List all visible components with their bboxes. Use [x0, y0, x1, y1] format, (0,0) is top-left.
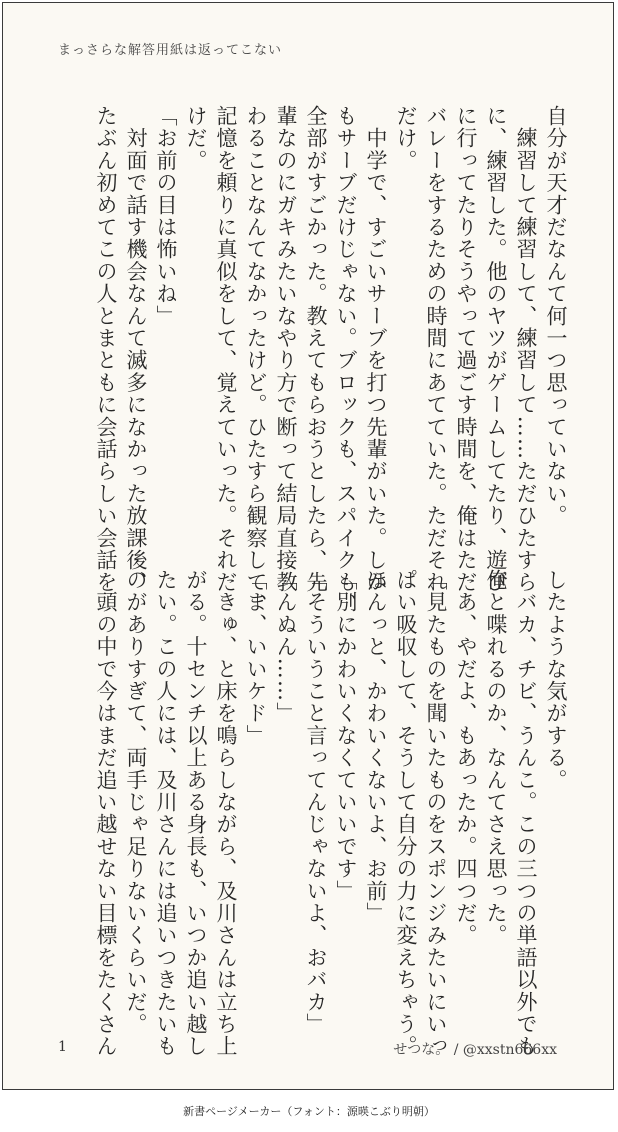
text-line: バカ、チビ、うんこ。この三つの単語以外でも [514, 569, 538, 1058]
text-block-upper [91, 105, 571, 616]
text-line: 記憶を頼りに真似をして、覚えていった。それだ [214, 105, 238, 594]
running-header-title: まっさらな解答用紙は返ってこない [58, 43, 283, 58]
text-line: だけ。 [394, 105, 418, 172]
text-line: のがありすぎて、両手じゃ足りないくらいだ。 [124, 569, 148, 1036]
page-number: 1 [58, 1039, 67, 1055]
book-page [2, 2, 614, 1090]
author-credit: せつな。 / @xxstn666xx [393, 1042, 557, 1058]
text-line: きゅ、と床を鳴らしながら、及川さんは立ち上 [214, 569, 238, 1058]
text-line: たぶん初めてこの人とまともに会話らしい会話を [94, 105, 118, 594]
text-line: 自分が天才だなんて何一つ思っていない。 [544, 105, 568, 527]
text-line: ほんっと、かわいくないよ、お前」 [364, 569, 388, 925]
text-line: 「そういうこと言ってんじゃないよ、おバカ」 [304, 569, 328, 1036]
text-line: ぱい吸収して、そうして自分の力に変えちゃう。 [394, 569, 418, 1058]
text-line: 「んぬん……」 [274, 569, 298, 725]
text-line: バレーをするための時間にあてていた。ただそれ [424, 105, 448, 594]
text-line: けだ。 [184, 105, 208, 172]
text-line: 練習して練習して、練習して……ただひたすら [514, 105, 538, 594]
text-line: 「お前の目は怖いね」 [154, 105, 178, 327]
text-line: 輩なのにガキみたいなやり方で断って結局直接教 [274, 105, 298, 594]
text-line: もサーブだけじゃない。ブロックも、スパイクも、 [334, 105, 358, 616]
generator-caption: 新書ページメーカー（フォント：源暎こぶり明朝） [183, 1105, 435, 1118]
text-line: わることなんてなかったけど。ひたすら観察して、 [244, 105, 268, 616]
text-line: 中学で、すごいサーブを打つ先輩がいた。しか [364, 105, 388, 594]
text-line: 「ま、いいケド」 [244, 569, 268, 747]
text-line: あ、やだよ、もあったか。四つだ。 [454, 569, 478, 947]
text-line: たい。この人には、及川さんには追いつきたいも [154, 569, 178, 1058]
text-line: 全部がすごかった。教えてもらおうとしたら、先 [304, 105, 328, 594]
text-line: 俺と喋れるのか、なんてさえ思った。 [484, 569, 508, 947]
text-line: 「別にかわいくなくていいです」 [334, 569, 358, 902]
text-line: 対面で話す機会なんて滅多になかった放課後、 [124, 105, 148, 594]
text-line: に、練習した。他のヤツがゲームしてたり、遊び [484, 105, 508, 594]
text-line: 頭の中で今はまだ追い越せない目標をたくさん [94, 569, 118, 1058]
text-line: がる。十センチ以上ある身長も、いつか追い越し [184, 569, 208, 1058]
text-line: に行ってたりそうやって過ごす時間を、俺はただ [454, 105, 478, 594]
text-line: したような気がする。 [544, 569, 568, 791]
text-line: 「見たものを聞いたものをスポンジみたいにいっ [424, 569, 448, 1058]
